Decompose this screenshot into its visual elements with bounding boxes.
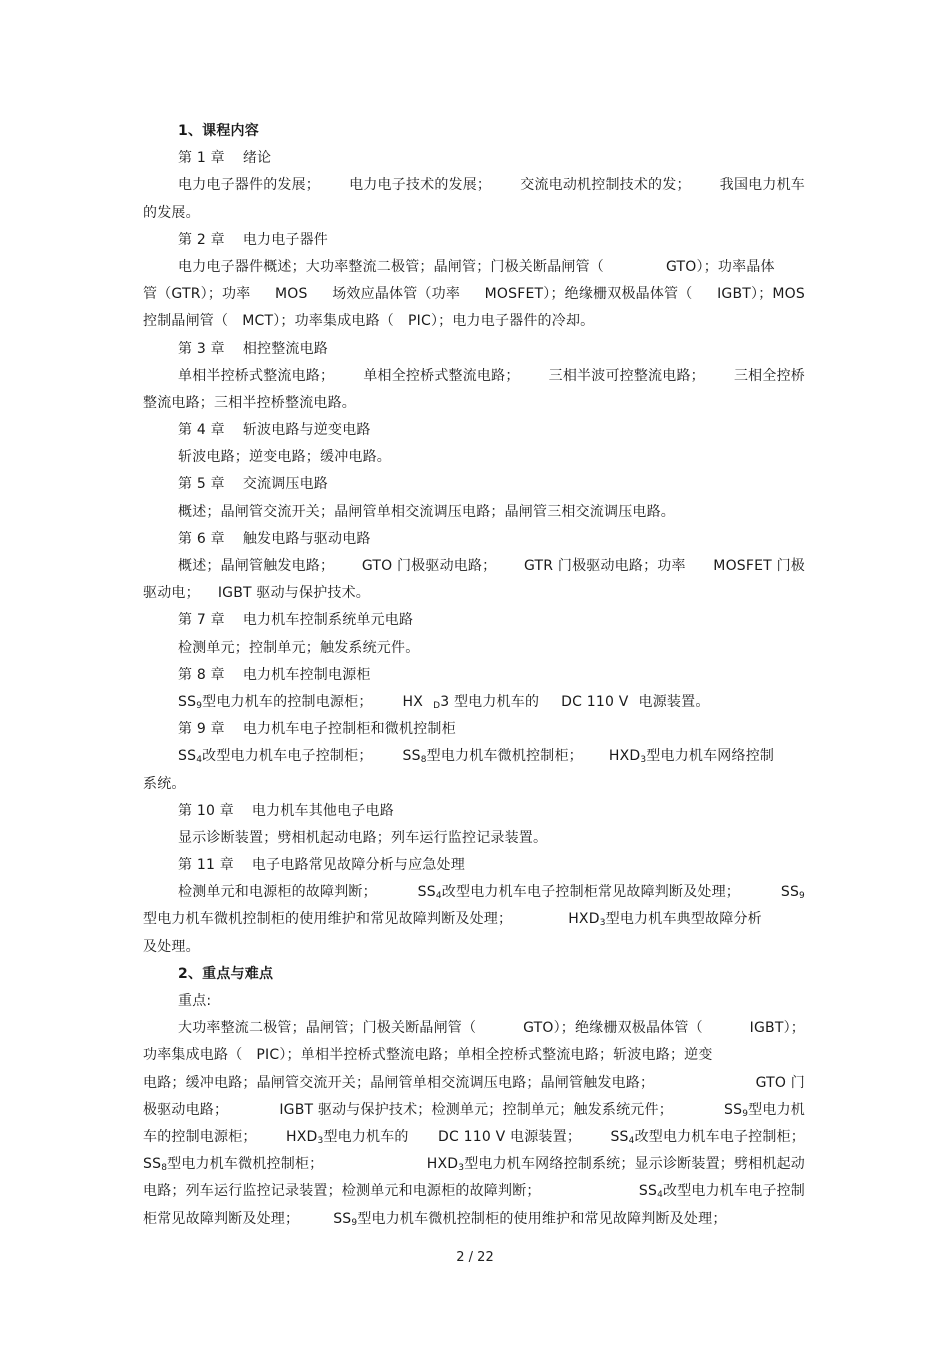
chapter-text: 检测单元和电源柜的故障判断； $SS_4$改型电力机车电子控制柜常见故障判断及处理； $SS_9$ xyxy=(178,884,805,902)
chapter-heading: 第 4 章 斩波电路与逆变电路 xyxy=(178,422,371,439)
key-points-text: 车的控制电源柜； $HXD_3$型电力机车的 DC 110 V 电源装置； $SS_4$改型电力机车电子控制柜； xyxy=(143,1128,805,1146)
key-points-text: 电路；列车运行监控记录装置；检测单元和电源柜的故障判断； $SS_4$改型电力机车电子控制 xyxy=(143,1183,805,1201)
key-points-text: $SS_8$型电力机车微机控制柜； $HXD_3$型电力机车网络控制系统；显示诊断装置；劈相机起动 xyxy=(143,1156,805,1174)
chapter-text: 斩波电路；逆变电路；缓冲电路。 xyxy=(178,449,391,466)
chapter-text: 显示诊断装置；劈相机起动电路；列车运行监控记录装置。 xyxy=(178,829,548,846)
chapter-text: $SS_9$型电力机车的控制电源柜； HX $_D$3 型电力机车的 DC 110 V 电源装置。 xyxy=(178,693,710,711)
chapter-text: 系统。 xyxy=(143,775,186,792)
key-points-text: 柜常见故障判断及处理； $SS_9$型电力机车微机控制柜的使用维护和常见故障判断及处理； xyxy=(143,1210,727,1228)
chapter-text: 电力电子器件概述；大功率整流二极管；晶闸管；门极关断晶闸管（ GTO）；功率晶体 xyxy=(178,258,775,275)
page-number: 2 / 22 xyxy=(456,1250,494,1265)
chapter-heading: 第 7 章 电力机车控制系统单元电路 xyxy=(178,612,414,629)
chapter-heading: 第 9 章 电力机车电子控制柜和微机控制柜 xyxy=(178,721,456,738)
key-points-text: 电路；缓冲电路；晶闸管交流开关；晶闸管单相交流调压电路；晶闸管触发电路； GTO 门 xyxy=(143,1074,805,1091)
chapter-text: 电力电子器件的发展； 电力电子技术的发展； 交流电动机控制技术的发； 我国电力机车 xyxy=(178,177,805,194)
key-points-text: 大功率整流二极管；晶闸管；门极关断晶闸管（ GTO）；绝缘栅双极晶体管（ IGBT）； xyxy=(178,1020,805,1037)
chapter-text: 及处理。 xyxy=(143,938,200,955)
section-heading-course-content: 1、课程内容 xyxy=(178,123,259,139)
chapter-heading: 第 10 章 电力机车其他电子电路 xyxy=(178,802,394,819)
chapter-heading: 第 3 章 相控整流电路 xyxy=(178,340,329,357)
chapter-heading: 第 8 章 电力机车控制电源柜 xyxy=(178,666,371,683)
chapter-text: 概述；晶闸管交流开关；晶闸管单相交流调压电路；晶闸管三相交流调压电路。 xyxy=(178,503,675,520)
chapter-heading: 第 11 章 电子电路常见故障分析与应急处理 xyxy=(178,857,465,874)
chapter-heading: 第 5 章 交流调压电路 xyxy=(178,476,329,493)
key-points-text: 极驱动电路； IGBT 驱动与保护技术；检测单元；控制单元；触发系统元件； $SS_9$型电力机 xyxy=(143,1101,805,1119)
chapter-text: 整流电路；三相半控桥整流电路。 xyxy=(143,394,356,411)
chapter-text: 驱动电； IGBT 驱动与保护技术。 xyxy=(143,585,370,602)
key-points-text: 功率集成电路（ PIC）；单相半控桥式整流电路；单相全控桥式整流电路；斩波电路；逆变 xyxy=(143,1047,713,1064)
chapter-heading: 第 1 章 绪论 xyxy=(178,150,272,167)
chapter-text: 检测单元；控制单元；触发系统元件。 xyxy=(178,639,420,656)
chapter-text: $SS_4$改型电力机车电子控制柜； $SS_8$型电力机车微机控制柜； $HXD_3$型电力机车网络控制 xyxy=(178,748,775,766)
chapter-text: 单相半控桥式整流电路； 单相全控桥式整流电路； 三相半波可控整流电路； 三相全控桥 xyxy=(178,367,805,384)
key-points-label: 重点: xyxy=(178,993,212,1009)
section-heading-key-points: 2、重点与难点 xyxy=(178,965,274,982)
chapter-heading: 第 2 章 电力电子器件 xyxy=(178,231,329,248)
page-content xyxy=(143,118,805,1233)
chapter-text: 的发展。 xyxy=(143,204,200,221)
chapter-text: 型电力机车微机控制柜的使用维护和常见故障判断及处理； $HXD_3$型电力机车典型故障分析 xyxy=(143,911,762,929)
chapter-heading: 第 6 章 触发电路与驱动电路 xyxy=(178,530,371,547)
chapter-text: 控制晶闸管（ MCT）；功率集成电路（ PIC）；电力电子器件的冷却。 xyxy=(143,313,595,330)
chapter-text: 概述；晶闸管触发电路； GTO 门极驱动电路； GTR 门极驱动电路；功率 MOSFET 门极 xyxy=(178,558,805,574)
chapter-text: 管（GTR）；功率 MOS 场效应晶体管（功率 MOSFET）；绝缘栅双极晶体管（ IGBT）；MOS xyxy=(143,286,805,303)
